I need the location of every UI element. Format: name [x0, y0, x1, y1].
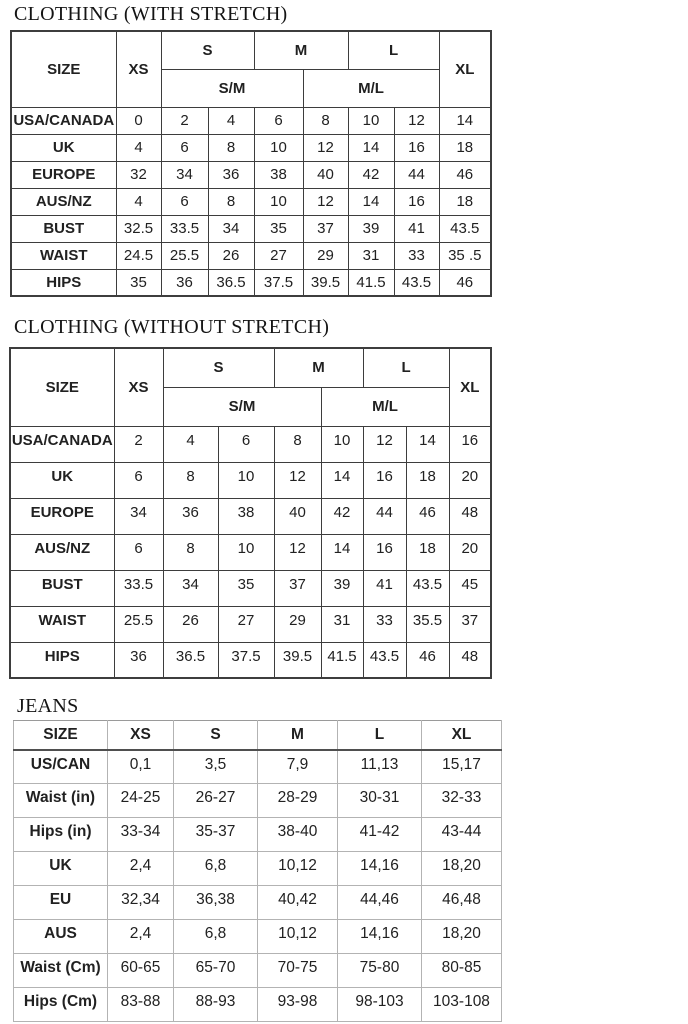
- table-row: [10, 534, 491, 570]
- cell-value: 46: [439, 269, 491, 296]
- cell-value: 30-31: [338, 784, 422, 818]
- cell-value: 18: [439, 188, 491, 215]
- cell-value: 16: [394, 134, 439, 161]
- cell-value: 12: [274, 534, 321, 570]
- cell-value: 8: [208, 188, 254, 215]
- cell-value: 18,20: [422, 920, 502, 954]
- cell-value: 33: [363, 606, 406, 642]
- cell-value: 34: [208, 215, 254, 242]
- row-label: US/CAN: [14, 750, 108, 784]
- cell-value: 37: [449, 606, 491, 642]
- cell-value: 98-103: [338, 988, 422, 1022]
- cell-value: 12: [394, 107, 439, 134]
- cell-value: 43-44: [422, 818, 502, 852]
- cell-value: 26: [163, 606, 218, 642]
- cell-value: 16: [449, 426, 491, 462]
- cell-value: 14: [321, 462, 363, 498]
- table-row: [10, 606, 491, 642]
- cell-value: 8: [303, 107, 348, 134]
- xl-header-cell: XL: [449, 348, 491, 426]
- cell-value: 14,16: [338, 852, 422, 886]
- size-header-cell: SIZE: [11, 31, 116, 107]
- table-row: [11, 107, 491, 134]
- cell-value: 12: [303, 188, 348, 215]
- m-header-cell: M: [258, 721, 338, 750]
- cell-value: 34: [114, 498, 163, 534]
- table-row: [11, 134, 491, 161]
- cell-value: 83-88: [108, 988, 174, 1022]
- cell-value: 14: [348, 134, 394, 161]
- table-row: [14, 784, 502, 818]
- cell-value: 20: [449, 462, 491, 498]
- cell-value: 8: [274, 426, 321, 462]
- cell-value: 12: [363, 426, 406, 462]
- cell-value: 34: [161, 161, 208, 188]
- cell-value: 29: [303, 242, 348, 269]
- cell-value: 11,13: [338, 750, 422, 784]
- cell-value: 32-33: [422, 784, 502, 818]
- cell-value: 2: [161, 107, 208, 134]
- l-header-cell: L: [363, 348, 449, 387]
- clothing-without-stretch-section: [14, 316, 329, 339]
- cell-value: 28-29: [258, 784, 338, 818]
- table-row: [11, 188, 491, 215]
- cell-value: 27: [254, 242, 303, 269]
- clothing-with-stretch-table-wrap: [10, 30, 492, 297]
- cell-value: 35: [218, 570, 274, 606]
- sm-header-cell: S/M: [161, 69, 303, 107]
- row-label: Hips (in): [14, 818, 108, 852]
- cell-value: 88-93: [174, 988, 258, 1022]
- cell-value: 8: [163, 534, 218, 570]
- cell-value: 33.5: [114, 570, 163, 606]
- cell-value: 0,1: [108, 750, 174, 784]
- table-row: [14, 954, 502, 988]
- row-label: Waist (in): [14, 784, 108, 818]
- xs-header-cell: XS: [108, 721, 174, 750]
- row-label: Waist (Cm): [14, 954, 108, 988]
- cell-value: 40: [274, 498, 321, 534]
- cell-value: 35.5: [406, 606, 449, 642]
- cell-value: 35: [254, 215, 303, 242]
- row-label: WAIST: [10, 606, 114, 642]
- cell-value: 60-65: [108, 954, 174, 988]
- cell-value: 38: [254, 161, 303, 188]
- size-header-cell: SIZE: [10, 348, 114, 426]
- cell-value: 44,46: [338, 886, 422, 920]
- table-row: [10, 462, 491, 498]
- cell-value: 10,12: [258, 920, 338, 954]
- row-label: BUST: [11, 215, 116, 242]
- header-row-sizes: [11, 31, 491, 69]
- cell-value: 25.5: [114, 606, 163, 642]
- cell-value: 29: [274, 606, 321, 642]
- cell-value: 35: [116, 269, 161, 296]
- table-row: [10, 498, 491, 534]
- cell-value: 46,48: [422, 886, 502, 920]
- sm-header-cell: S/M: [163, 387, 321, 426]
- cell-value: 4: [116, 134, 161, 161]
- cell-value: 45: [449, 570, 491, 606]
- m-header-cell: M: [254, 31, 348, 69]
- cell-value: 18: [439, 134, 491, 161]
- cell-value: 36: [163, 498, 218, 534]
- cell-value: 40: [303, 161, 348, 188]
- cell-value: 27: [218, 606, 274, 642]
- row-label: AUS/NZ: [11, 188, 116, 215]
- row-label: UK: [10, 462, 114, 498]
- clothing-with-stretch-table: [10, 30, 492, 297]
- row-label: EUROPE: [11, 161, 116, 188]
- clothing-without-stretch-table-wrap: [9, 347, 492, 679]
- cell-value: 2: [114, 426, 163, 462]
- cell-value: 37: [274, 570, 321, 606]
- cell-value: 2,4: [108, 920, 174, 954]
- cell-value: 14: [406, 426, 449, 462]
- cell-value: 6: [114, 534, 163, 570]
- row-label: HIPS: [11, 269, 116, 296]
- cell-value: 20: [449, 534, 491, 570]
- cell-value: 31: [348, 242, 394, 269]
- cell-value: 6,8: [174, 920, 258, 954]
- cell-value: 10: [218, 462, 274, 498]
- table-row: [11, 269, 491, 296]
- clothing-with-stretch-section: [14, 3, 288, 26]
- cell-value: 35-37: [174, 818, 258, 852]
- cell-value: 75-80: [338, 954, 422, 988]
- cell-value: 34: [163, 570, 218, 606]
- jeans-section: [17, 695, 79, 718]
- cell-value: 10: [348, 107, 394, 134]
- cell-value: 48: [449, 498, 491, 534]
- cell-value: 32,34: [108, 886, 174, 920]
- table-row: [14, 852, 502, 886]
- row-label: HIPS: [10, 642, 114, 678]
- cell-value: 39: [348, 215, 394, 242]
- cell-value: 10: [321, 426, 363, 462]
- jeans-header-row: [14, 721, 502, 750]
- cell-value: 42: [321, 498, 363, 534]
- cell-value: 36.5: [208, 269, 254, 296]
- s-header-cell: S: [163, 348, 274, 387]
- table-row: [11, 161, 491, 188]
- table-row: [14, 920, 502, 954]
- cell-value: 33: [394, 242, 439, 269]
- cell-value: 26-27: [174, 784, 258, 818]
- cell-value: 39.5: [303, 269, 348, 296]
- cell-value: 6: [254, 107, 303, 134]
- cell-value: 25.5: [161, 242, 208, 269]
- cell-value: 38-40: [258, 818, 338, 852]
- l-header-cell: L: [338, 721, 422, 750]
- cell-value: 14: [348, 188, 394, 215]
- cell-value: 12: [303, 134, 348, 161]
- cell-value: 43.5: [406, 570, 449, 606]
- cell-value: 8: [163, 462, 218, 498]
- cell-value: 43.5: [363, 642, 406, 678]
- row-label: BUST: [10, 570, 114, 606]
- cell-value: 43.5: [439, 215, 491, 242]
- cell-value: 2,4: [108, 852, 174, 886]
- cell-value: 31: [321, 606, 363, 642]
- cell-value: 16: [363, 534, 406, 570]
- row-label: AUS/NZ: [10, 534, 114, 570]
- row-label: UK: [14, 852, 108, 886]
- cell-value: 4: [208, 107, 254, 134]
- cell-value: 80-85: [422, 954, 502, 988]
- xs-header-cell: XS: [116, 31, 161, 107]
- cell-value: 14: [321, 534, 363, 570]
- cell-value: 44: [363, 498, 406, 534]
- cell-value: 36,38: [174, 886, 258, 920]
- clothing-with-stretch-title: CLOTHING (WITH STRETCH): [14, 3, 288, 25]
- cell-value: 36: [208, 161, 254, 188]
- header-row-sizes: [10, 348, 491, 387]
- cell-value: 10: [254, 188, 303, 215]
- cell-value: 42: [348, 161, 394, 188]
- cell-value: 39: [321, 570, 363, 606]
- cell-value: 8: [208, 134, 254, 161]
- cell-value: 18: [406, 462, 449, 498]
- cell-value: 6: [161, 188, 208, 215]
- cell-value: 16: [394, 188, 439, 215]
- cell-value: 44: [394, 161, 439, 188]
- cell-value: 18: [406, 534, 449, 570]
- cell-value: 41: [394, 215, 439, 242]
- table-row: [10, 570, 491, 606]
- cell-value: 36.5: [163, 642, 218, 678]
- cell-value: 18,20: [422, 852, 502, 886]
- cell-value: 43.5: [394, 269, 439, 296]
- cell-value: 14: [439, 107, 491, 134]
- cell-value: 6: [218, 426, 274, 462]
- row-label: USA/CANADA: [10, 426, 114, 462]
- ml-header-cell: M/L: [303, 69, 439, 107]
- row-label: EU: [14, 886, 108, 920]
- cell-value: 48: [449, 642, 491, 678]
- row-label: USA/CANADA: [11, 107, 116, 134]
- cell-value: 70-75: [258, 954, 338, 988]
- cell-value: 0: [116, 107, 161, 134]
- cell-value: 24.5: [116, 242, 161, 269]
- cell-value: 4: [163, 426, 218, 462]
- row-label: EUROPE: [10, 498, 114, 534]
- table-row: [14, 886, 502, 920]
- table-row: [10, 426, 491, 462]
- s-header-cell: S: [174, 721, 258, 750]
- row-label: AUS: [14, 920, 108, 954]
- cell-value: 36: [114, 642, 163, 678]
- table-row: [14, 818, 502, 852]
- cell-value: 46: [406, 498, 449, 534]
- cell-value: 65-70: [174, 954, 258, 988]
- cell-value: 10: [218, 534, 274, 570]
- cell-value: 37.5: [218, 642, 274, 678]
- cell-value: 38: [218, 498, 274, 534]
- cell-value: 7,9: [258, 750, 338, 784]
- cell-value: 32.5: [116, 215, 161, 242]
- jeans-table: [13, 720, 502, 1022]
- cell-value: 10,12: [258, 852, 338, 886]
- clothing-without-stretch-title: CLOTHING (WITHOUT STRETCH): [14, 316, 330, 338]
- cell-value: 46: [439, 161, 491, 188]
- size-header-cell: SIZE: [14, 721, 108, 750]
- cell-value: 3,5: [174, 750, 258, 784]
- cell-value: 37.5: [254, 269, 303, 296]
- table-row: [11, 215, 491, 242]
- cell-value: 40,42: [258, 886, 338, 920]
- cell-value: 6,8: [174, 852, 258, 886]
- clothing-without-stretch-table: [9, 347, 492, 679]
- cell-value: 33.5: [161, 215, 208, 242]
- cell-value: 32: [116, 161, 161, 188]
- cell-value: 6: [161, 134, 208, 161]
- table-row: [14, 988, 502, 1022]
- cell-value: 41-42: [338, 818, 422, 852]
- cell-value: 4: [116, 188, 161, 215]
- cell-value: 26: [208, 242, 254, 269]
- cell-value: 41.5: [321, 642, 363, 678]
- cell-value: 41.5: [348, 269, 394, 296]
- cell-value: 15,17: [422, 750, 502, 784]
- cell-value: 16: [363, 462, 406, 498]
- row-label: Hips (Cm): [14, 988, 108, 1022]
- cell-value: 37: [303, 215, 348, 242]
- cell-value: 6: [114, 462, 163, 498]
- m-header-cell: M: [274, 348, 363, 387]
- row-label: UK: [11, 134, 116, 161]
- xs-header-cell: XS: [114, 348, 163, 426]
- xl-header-cell: XL: [422, 721, 502, 750]
- table-row: [14, 750, 502, 784]
- row-label: WAIST: [11, 242, 116, 269]
- cell-value: 33-34: [108, 818, 174, 852]
- cell-value: 10: [254, 134, 303, 161]
- l-header-cell: L: [348, 31, 439, 69]
- cell-value: 36: [161, 269, 208, 296]
- cell-value: 39.5: [274, 642, 321, 678]
- cell-value: 24-25: [108, 784, 174, 818]
- cell-value: 103-108: [422, 988, 502, 1022]
- cell-value: 12: [274, 462, 321, 498]
- cell-value: 41: [363, 570, 406, 606]
- cell-value: 14,16: [338, 920, 422, 954]
- s-header-cell: S: [161, 31, 254, 69]
- xl-header-cell: XL: [439, 31, 491, 107]
- ml-header-cell: M/L: [321, 387, 449, 426]
- jeans-table-wrap: [13, 720, 502, 1022]
- cell-value: 46: [406, 642, 449, 678]
- jeans-title: JEANS: [17, 695, 79, 717]
- cell-value: 35 .5: [439, 242, 491, 269]
- table-row: [10, 642, 491, 678]
- table-row: [11, 242, 491, 269]
- cell-value: 93-98: [258, 988, 338, 1022]
